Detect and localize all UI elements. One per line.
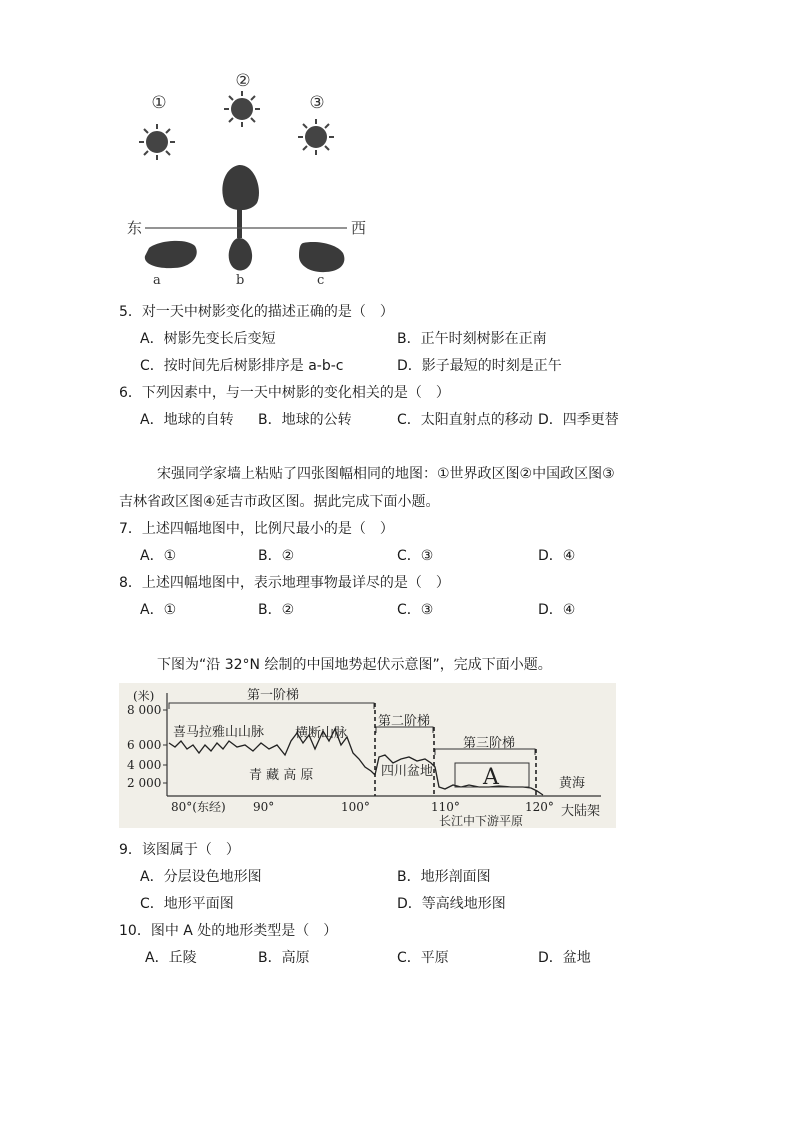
y-tick-8000: 8 000 bbox=[127, 703, 162, 717]
x-tick-110: 110° bbox=[431, 800, 460, 814]
shadow-b bbox=[229, 238, 252, 271]
sichuan-basin-label: 四川盆地 bbox=[381, 764, 434, 779]
step3-label: 第三阶梯 bbox=[463, 736, 516, 751]
q10-option-a[interactable]: A．丘陵 bbox=[145, 950, 197, 966]
y-tick-4000: 4 000 bbox=[127, 758, 162, 772]
q8-option-b[interactable]: B．② bbox=[258, 602, 295, 618]
sun-icon-1 bbox=[139, 124, 175, 160]
shadow-label-b: b bbox=[236, 273, 245, 285]
q5-option-a[interactable]: A．树影先变长后变短 bbox=[140, 331, 276, 347]
q6-option-d[interactable]: D．四季更替 bbox=[538, 412, 619, 428]
q5-stem: 5．对一天中树影变化的描述正确的是（ ） bbox=[119, 304, 394, 320]
q10-option-c[interactable]: C．平原 bbox=[397, 950, 449, 966]
q7-option-a[interactable]: A．① bbox=[140, 548, 177, 564]
region-a-label: A bbox=[483, 765, 499, 790]
x-tick-100: 100° bbox=[341, 800, 370, 814]
step1-label: 第一阶梯 bbox=[247, 688, 300, 703]
terrain-profile-figure bbox=[119, 683, 616, 828]
y-unit-label: (米) bbox=[133, 689, 155, 703]
continental-shelf-label: 大陆架 bbox=[561, 804, 601, 819]
tree-crown-icon bbox=[222, 165, 259, 210]
x-tick-120: 120° bbox=[525, 800, 554, 814]
q10-stem: 10．图中 A 处的地形类型是（ ） bbox=[119, 923, 338, 939]
q5-option-b[interactable]: B．正午时刻树影在正南 bbox=[397, 331, 547, 347]
q7-option-d[interactable]: D．④ bbox=[538, 548, 576, 564]
q7-option-b[interactable]: B．② bbox=[258, 548, 295, 564]
q7-stem: 7．上述四幅地图中，比例尺最小的是（ ） bbox=[119, 521, 394, 537]
intro-maps-line2: 吉林省政区图④延吉市政区图。据此完成下面小题。 bbox=[119, 494, 440, 510]
intro-profile: 下图为“沿 32°N 绘制的中国地势起伏示意图”，完成下面小题。 bbox=[157, 657, 552, 673]
x-tick-80: 80°(东经) bbox=[171, 800, 226, 814]
q9-option-a[interactable]: A．分层设色地形图 bbox=[140, 869, 262, 885]
shadow-label-c: c bbox=[317, 273, 325, 285]
yangtze-plain-label: 长江中下游平原 bbox=[439, 814, 524, 828]
sun-icon-3 bbox=[298, 119, 334, 155]
q6-option-a[interactable]: A．地球的自转 bbox=[140, 412, 234, 428]
q6-stem: 6．下列因素中，与一天中树影的变化相关的是（ ） bbox=[119, 385, 450, 401]
sun-label-2: ② bbox=[235, 71, 251, 91]
tree-trunk bbox=[237, 208, 242, 238]
q8-option-a[interactable]: A．① bbox=[140, 602, 177, 618]
hengduan-label: 横断山脉 bbox=[295, 726, 348, 741]
q6-option-c[interactable]: C．太阳直射点的移动 bbox=[397, 412, 533, 428]
yellow-sea-label: 黄海 bbox=[559, 776, 586, 791]
x-tick-90: 90° bbox=[253, 800, 275, 814]
q8-option-c[interactable]: C．③ bbox=[397, 602, 434, 618]
q8-stem: 8．上述四幅地图中，表示地理事物最详尽的是（ ） bbox=[119, 575, 450, 591]
sun-label-3: ③ bbox=[309, 93, 325, 113]
shadow-a bbox=[145, 241, 197, 268]
q5-option-c[interactable]: C．按时间先后树影排序是 a-b-c bbox=[140, 358, 344, 374]
east-label: 东 bbox=[127, 219, 143, 237]
q9-option-b[interactable]: B．地形剖面图 bbox=[397, 869, 491, 885]
q9-option-d[interactable]: D．等高线地形图 bbox=[397, 896, 506, 912]
q10-option-d[interactable]: D．盆地 bbox=[538, 950, 591, 966]
q5-option-d[interactable]: D．影子最短的时刻是正午 bbox=[397, 358, 562, 374]
step2-label: 第二阶梯 bbox=[378, 714, 431, 729]
y-tick-6000: 6 000 bbox=[127, 738, 162, 752]
q7-option-c[interactable]: C．③ bbox=[397, 548, 434, 564]
q9-stem: 9．该图属于（ ） bbox=[119, 842, 240, 858]
himalaya-label: 喜马拉雅山山脉 bbox=[173, 725, 265, 740]
q9-option-c[interactable]: C．地形平面图 bbox=[140, 896, 234, 912]
west-label: 西 bbox=[351, 219, 367, 237]
shadow-label-a: a bbox=[153, 273, 161, 285]
q6-option-b[interactable]: B．地球的公转 bbox=[258, 412, 352, 428]
sun-label-1: ① bbox=[151, 93, 167, 113]
shadow-c bbox=[299, 242, 344, 272]
q10-option-b[interactable]: B．高原 bbox=[258, 950, 310, 966]
sun-shadow-figure bbox=[115, 60, 385, 285]
y-tick-2000: 2 000 bbox=[127, 776, 162, 790]
q8-option-d[interactable]: D．④ bbox=[538, 602, 576, 618]
sun-icon-2 bbox=[224, 91, 260, 127]
intro-maps-line1: 宋强同学家墙上粘贴了四张图幅相同的地图：①世界政区图②中国政区图③ bbox=[157, 466, 615, 482]
plateau-label: 青 藏 高 原 bbox=[249, 768, 314, 783]
